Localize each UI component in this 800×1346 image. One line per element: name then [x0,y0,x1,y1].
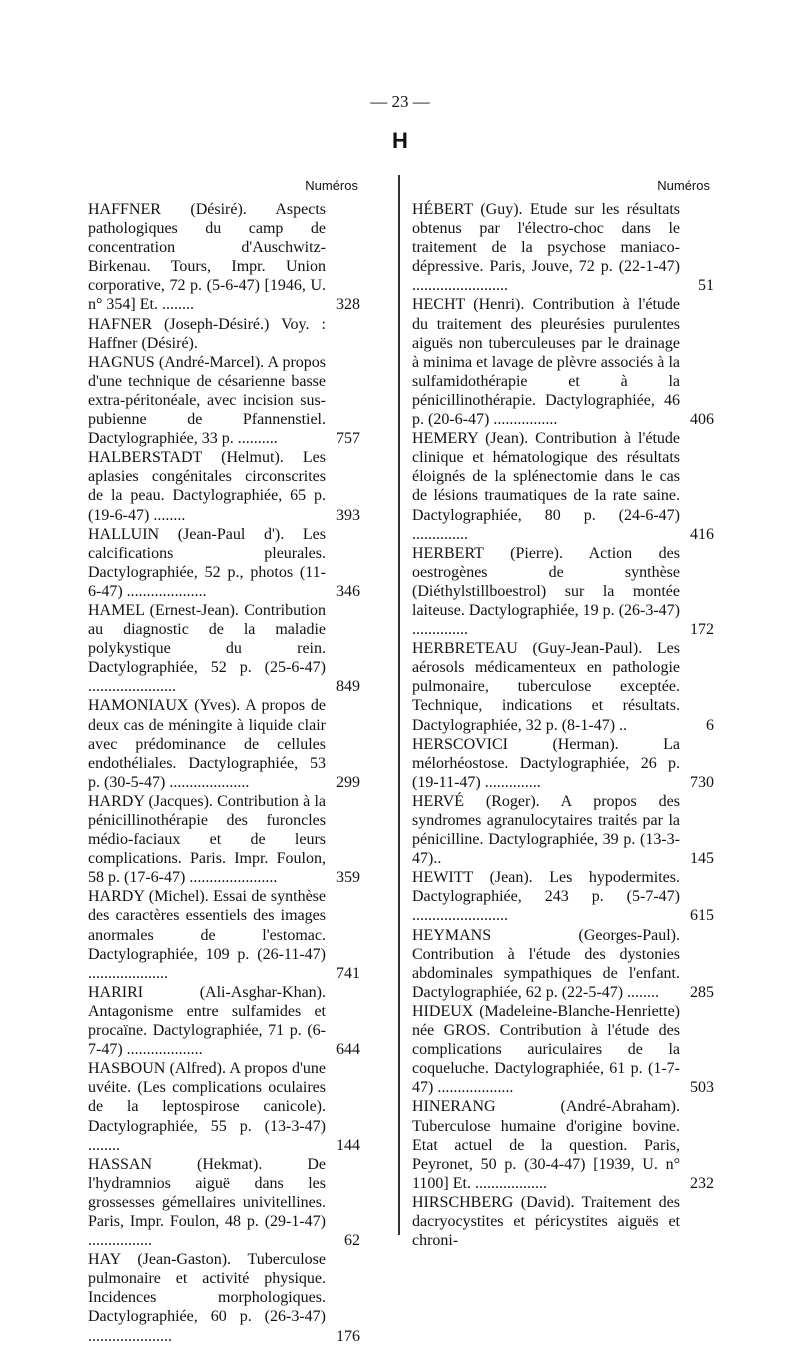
bibliography-entry [412,1193,712,1250]
entry-text: HERVÉ (Roger). A propos des syndromes agranulocytaires traités par la pénicilline. Dactylographiée, 39 p. (13-3-47).. [412,792,680,868]
entry-text: HAGNUS (André-Marcel). A propos d'une technique de césarienne basse extra-péritonéale, avec incision sus-pubienne de Pfannenstiel. Dactylographiée, 33 p. .......... [88,353,326,448]
bibliography-entry [88,887,358,982]
entry-number: 849 [336,678,360,696]
entry-number: 741 [336,964,360,982]
bibliography-entry [88,983,358,1059]
left-column [88,200,358,1346]
entry-number: 172 [690,621,714,639]
bibliography-entry [88,792,358,887]
bibliography-entry [88,1250,358,1345]
bibliography-entry [412,295,712,429]
entry-number: 416 [690,525,714,543]
bibliography-entry [412,868,712,925]
entry-number: 145 [690,850,714,868]
entry-text: HÉBERT (Guy). Etude sur les résultats obtenus par l'électro-choc dans le traitement de la psychose maniaco-dépressive. Paris, Jouve, 72 p. (22-1-47) ........................ [412,201,680,295]
entry-text: HASSAN (Hekmat). De l'hydramnios aiguë dans les grossesses gémellaires univitellines. Paris, Impr. Foulon, 48 p. (29-1-47) ................ [88,1155,326,1250]
entry-number: 144 [336,1136,360,1154]
entry-text: HARDY (Michel). Essai de synthèse des caractères essentiels des images anormales de l'estomac. Dactylographiée, 109 p. (26-11-47) .................... [88,888,326,982]
entry-number: 503 [690,1079,714,1097]
entry-number: 346 [336,582,360,600]
entry-text: HAFFNER (Désiré). Aspects pathologiques du camp de concentration d'Auschwitz-Birkenau. Tours, Impr. Union corporative, 72 p. (5-6-47) [1946, U. n° 354] Et. ........ [88,201,326,314]
entry-text: HECHT (Henri). Contribution à l'étude du traitement des pleurésies purulentes aiguës non tuberculeuses par le drainage à minima et lavage de plèvre associés à la sulfamidothérapie et à la pénicillinothérapie. Dactylographiée, 46 p. (20-6-47) ................ [412,296,680,429]
entry-text: HAMEL (Ernest-Jean). Contribution au diagnostic de la maladie polykystique du rein. Dactylographiée, 52 p. (25-6-47) ...................... [88,601,326,696]
entry-number: 285 [690,983,714,1001]
column-divider [398,175,400,1235]
entry-text: HIRSCHBERG (David). Traitement des dacryocystites et péricystites aiguës et chroni- [412,1193,680,1250]
entry-text: HAY (Jean-Gaston). Tuberculose pulmonaire et activité physique. Incidences morphologiques. Dactylographiée, 60 p. (26-3-47) ..................... [88,1251,326,1345]
entry-number: 406 [690,411,714,429]
bibliography-entry [412,1097,712,1192]
entry-text: HEYMANS (Georges-Paul). Contribution à l'étude des dystonies abdominales sympathiques de l'enfant. Dactylographiée, 62 p. (22-5-47) ........ [412,926,680,1001]
bibliography-entry [412,926,712,1002]
bibliography-entry [412,639,712,734]
bibliography-entry [88,315,358,353]
entry-number: 62 [344,1232,360,1250]
section-letter: H [392,128,408,153]
bibliography-entry [88,200,358,315]
entry-number: 393 [336,506,360,524]
bibliography-entry [88,353,358,448]
entry-text: HERBERT (Pierre). Action des oestrogènes de synthèse (Diéthylstillboestrol) sur la montée laiteuse. Dactylographiée, 19 p. (26-3-47) .............. [412,544,680,639]
bibliography-entry [88,601,358,696]
bibliography-entry [412,735,712,792]
entry-text: HAFNER (Joseph-Désiré.) Voy. : Haffner (Désiré). [88,315,326,352]
entry-text: HALBERSTADT (Helmut). Les aplasies congénitales circonscrites de la peau. Dactylographiée, 65 p. (19-6-47) ........ [88,449,326,524]
bibliography-entry [88,525,358,601]
bibliography-entry [88,696,358,791]
bibliography-entry [88,1059,358,1154]
entry-text: HARDY (Jacques). Contribution à la pénicillinothérapie des furoncles médio-faciaux et de leurs complications. Paris. Impr. Foulon, 58 p. (17-6-47) ...................... [88,792,326,887]
entry-text: HASBOUN (Alfred). A propos d'une uvéite. (Les complications oculaires de la leptospirose canicole). Dactylographiée, 55 p. (13-3-47) ........ [88,1060,326,1154]
entry-text: HEWITT (Jean). Les hypodermites. Dactylographiée, 243 p. (5-7-47) ........................ [412,869,680,925]
bibliography-entry [88,1155,358,1250]
page-number: — 23 — [370,92,430,111]
bibliography-entry [88,448,358,524]
entry-text: HINERANG (André-Abraham). Tuberculose humaine d'origine bovine. Etat actuel de la question. Paris, Peyronet, 50 p. (30-4-47) [1939, U. n° 1100] Et. .................. [412,1098,680,1192]
entry-number: 328 [336,296,360,314]
entry-number: 615 [690,907,714,925]
entry-number: 51 [698,277,714,295]
entry-number: 644 [336,1041,360,1059]
entry-number: 232 [690,1174,714,1192]
bibliography-entry [412,1002,712,1097]
entry-text: HERSCOVICI (Herman). La mélorhéostose. Dactylographiée, 26 p. (19-11-47) .............. [412,735,680,791]
entry-text: HALLUIN (Jean-Paul d'). Les calcifications pleurales. Dactylographiée, 52 p., photos (11-6-47) .................... [88,525,326,600]
entry-number: 730 [690,773,714,791]
entry-number: 176 [336,1327,360,1345]
entry-text: HIDEUX (Madeleine-Blanche-Henriette) née GROS. Contribution à l'étude des complications auriculaires de la coqueluche. Dactylographiée, 61 p. (1-7-47) ................... [412,1002,680,1097]
bibliography-entry [412,429,712,544]
entry-number: 299 [336,773,360,791]
entry-number: 359 [336,869,360,887]
entry-number: 757 [336,430,360,448]
bibliography-entry [412,544,712,639]
right-column [412,200,712,1250]
entry-text: HARIRI (Ali-Asghar-Khan). Antagonisme entre sulfamides et procaïne. Dactylographiée, 71 p. (6-7-47) ................... [88,983,326,1059]
column-heading-left: Numéros [305,178,358,193]
bibliography-entry [412,792,712,868]
entry-text: HAMONIAUX (Yves). A propos de deux cas de méningite à liquide clair avec prédominance de cellules endothéliales. Dactylographiée, 53 p. (30-5-47) .................... [88,697,326,791]
entry-number: 6 [706,716,714,734]
entry-text: HEMERY (Jean). Contribution à l'étude clinique et hématologique des résultats éloignés de la splénectomie dans le cas de lésions traumatiques de la rate saine. Dactylographiée, 80 p. (24-6-47) .............. [412,430,680,543]
column-heading-right: Numéros [657,178,710,193]
bibliography-entry [412,200,712,295]
entry-text: HERBRETEAU (Guy-Jean-Paul). Les aérosols médicamenteux en pathologie pulmonaire, tuberculose exceptée. Technique, indications et résultats. Dactylographiée, 32 p. (8-1-47) .. [412,640,680,734]
